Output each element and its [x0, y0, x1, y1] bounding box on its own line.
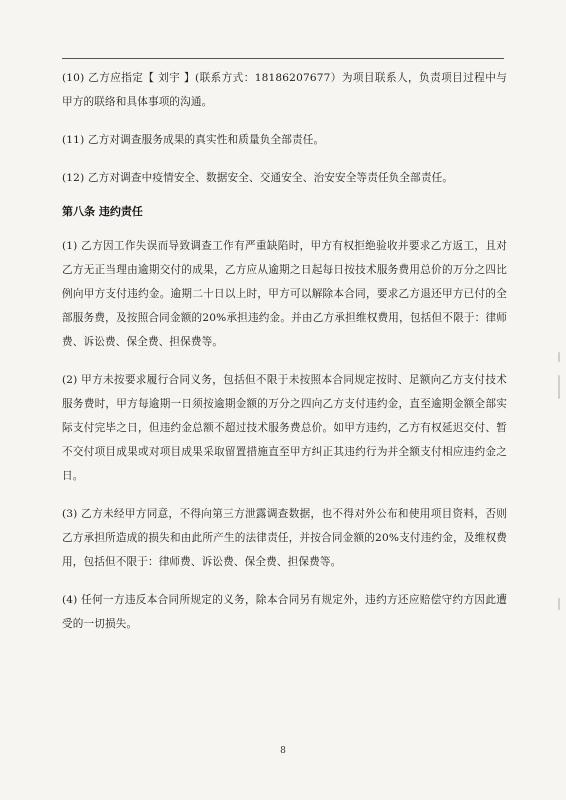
clause-11: (11) 乙方对调查服务成果的真实性和质量负全部责任。 [62, 134, 325, 146]
document-body [62, 66, 507, 636]
article-8-item-4: (4) 任何一方违反本合同所规定的义务，除本合同另有规定外，违约方还应赔偿守约方因此遭受的一切损失。 [62, 594, 507, 630]
clause-12: (12) 乙方对调查中疫情安全、数据安全、交通安全、治安安全等责任负全部责任。 [62, 172, 454, 184]
article-8-item-2: (2) 甲方未按要求履行合同义务，包括但不限于未按照本合同规定按时、足额向乙方支付技术服务费时，甲方每逾期一日须按逾期金额的万分之四向乙方支付违约金，直至逾期金额全部实际支付完毕之日，但违约金总额不超过技术服务费总价。如甲方违约，乙方有权延迟交付、暂不交付项目成果或对项目成果采取留置措施直至甲方纠正其违约行为并全额支付相应违约金之日。 [62, 374, 507, 482]
article-8-item-1: (1) 乙方因工作失误而导致调查工作有严重缺陷时，甲方有权拒绝验收并要求乙方返工，且对乙方无正当理由逾期交付的成果，乙方应从逾期之日起每日按技术服务费用总价的万分之四比例向甲方支付违约金。逾期二十日以上时，甲方可以解除本合同，要求乙方退还甲方已付的全部服务费，及按照合同金额的20%承担违约金。并由乙方承担维权费用，包括但不限于：律师费、诉讼费、保全费、担保费等。 [62, 240, 507, 348]
margin-mark-top [558, 352, 560, 362]
margin-mark-lower [558, 598, 560, 610]
clause-10: (10) 乙方应指定【 刘宇 】(联系方式：18186207677）为项目联系人，负责项目过程中与甲方的联络和具体事项的沟通。 [62, 72, 507, 108]
article-8-item-3: (3) 乙方未经甲方同意，不得向第三方泄露调查数据，也不得对外公布和使用项目资料，否则乙方承担所造成的损失和由此所产生的法律责任，并按合同金额的20%支付违约金，及维权费用，包括但不限于：律师费、诉讼费、保全费、担保费等。 [62, 508, 507, 568]
page-number: 8 [280, 746, 286, 756]
header-rule [62, 58, 504, 59]
margin-mark-mid [558, 375, 560, 399]
article-8-heading: 第八条 违约责任 [62, 205, 143, 218]
